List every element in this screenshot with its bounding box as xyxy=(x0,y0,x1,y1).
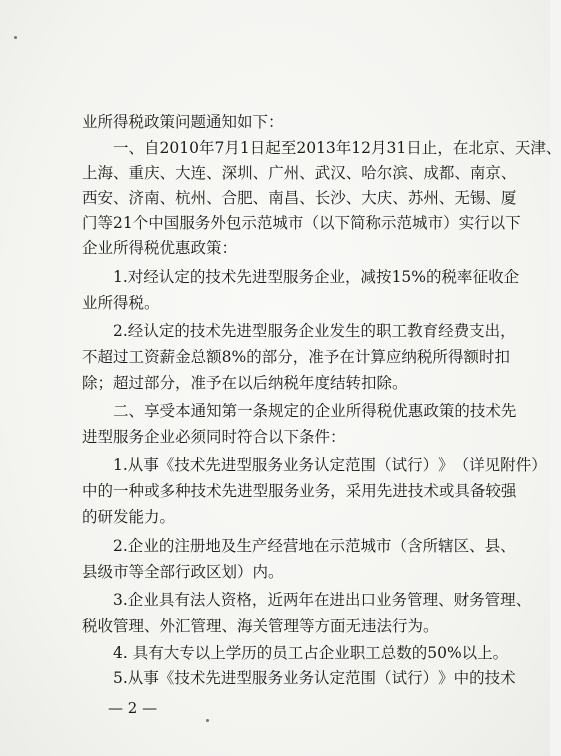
text-line: 县级市等全部行政区划）内。 xyxy=(82,563,284,581)
text-line: 4. 具有大专以上学历的员工占企业职工总数的50%以上。 xyxy=(113,644,509,662)
text-line: 税收管理、外汇管理、海关管理等方面无违法行为。 xyxy=(82,617,439,635)
text-line: 一 、 自 2010 年 7 月 1 日 起 至 2013 年 12 月 31 日 止 ， 在 北 京 、 天 津 、 xyxy=(113,139,561,157)
text-line: 业所得税政策问题通知如下： xyxy=(82,113,284,131)
text-line: 3. 企 业 具 有 法 人 资 格 ， 近 两 年 在 进 出 口 业 务 管 理 、 财 务 管 理 、 xyxy=(113,591,532,609)
text-line: 的研发能力。 xyxy=(82,508,176,526)
text-line: 上 海 、 重 庆 、 大 连 、 深 圳 、 广 州 、 武 汉 、 哈 尔 滨 、 成 都 、 南 京 、 xyxy=(82,164,517,182)
text-line: 企业所得税优惠政策： xyxy=(82,239,238,257)
text-line: 西 安 、 济 南 、 杭 州 、 合 肥 、 南 昌 、 长 沙 、 大 庆 、 苏 州 、 无 锡 、 厦 xyxy=(82,189,517,207)
speck-mark xyxy=(14,36,17,39)
text-line: 2. 企 业 的 注 册 地 及 生 产 经 营 地 在 示 范 城 市 （ 含 所 辖 区 、 县 、 xyxy=(113,537,516,555)
text-line: 1. 对 经 认 定 的 技 术 先 进 型 服 务 企 业 ， 减 按 15% 的 税 率 征 收 企 xyxy=(113,268,520,286)
text-line: 1. 从 事 《 技 术 先 进 型 服 务 业 务 认 定 范 围 （ 试 行 ） 》 （ 详 见 附 件 ） xyxy=(113,456,547,474)
text-line: 二 、 享 受 本 通 知 第 一 条 规 定 的 企 业 所 得 税 优 惠 政 策 的 技 术 先 xyxy=(113,402,517,420)
page-number: — 2 — xyxy=(108,699,158,717)
text-line: 5. 从 事 《 技 术 先 进 型 服 务 业 务 认 定 范 围 （ 试 行 ） 》 中 的 技 术 xyxy=(113,669,516,687)
text-line: 2. 经 认 定 的 技 术 先 进 型 服 务 企 业 发 生 的 职 工 教 育 经 费 支 出 ， xyxy=(113,322,516,340)
speck-mark xyxy=(206,719,209,722)
text-line: 门 等 21 个 中 国 服 务 外 包 示 范 城 市 （ 以 下 简 称 示 范 城 市 ） 实 行 以 下 xyxy=(82,214,521,232)
text-line: 进型服务企业必须同时符合以下条件： xyxy=(82,428,346,446)
text-line: 除；超过部分，准予在以后纳税年度结转扣除。 xyxy=(82,374,408,392)
text-line: 中 的 一 种 或 多 种 技 术 先 进 型 服 务 业 务 ， 采 用 先 进 技 术 或 具 备 较 强 xyxy=(82,482,517,500)
text-line: 不 超 过 工 资 薪 金 总 额 8% 的 部 分 ， 准 予 在 计 算 应 纳 税 所 得 额 时 扣 xyxy=(82,348,510,366)
text-line: 业所得税。 xyxy=(82,294,160,312)
